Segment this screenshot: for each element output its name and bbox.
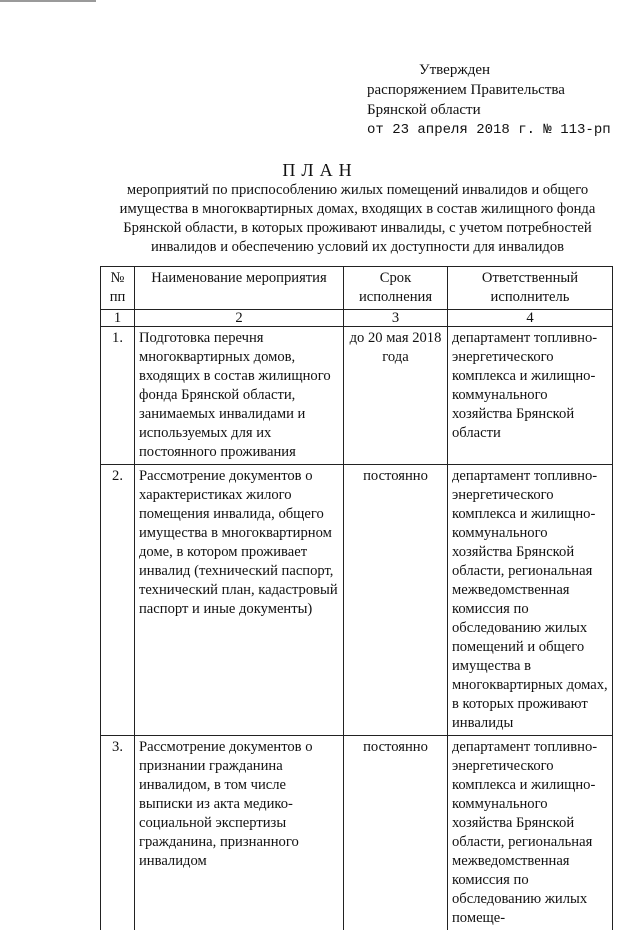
approval-line-1: Утвержден	[367, 60, 611, 80]
row-executor: департамент топливно-энергетического комплекса и жилищно-коммунального хозяйства Брянской области, региональная межведомственная комиссия по обследованию жилых помеще-	[448, 736, 613, 930]
table-row	[101, 327, 613, 465]
approval-line-4: от 23 апреля 2018 г. № 113-рп	[367, 120, 611, 140]
header-name: Наименование мероприятия	[135, 267, 344, 310]
table-header-row	[101, 267, 613, 310]
column-number-row	[101, 310, 613, 327]
header-number: № пп	[101, 267, 135, 310]
table-row	[101, 736, 613, 930]
document-subtitle: мероприятий по приспособлению жилых помещений инвалидов и общего имущества в многоквартирных домах, входящих в состав жилищного фонда Брянской области, в которых проживают инвалиды, с учетом потребностей инвалидов и обеспечению условий их доступности для инвалидов	[100, 181, 615, 257]
row-name: Подготовка перечня многоквартирных домов, входящих в состав жилищного фонда Брянской области, занимаемых инвалидами и используемых для их постоянного проживания	[135, 327, 344, 465]
row-number: 1.	[101, 327, 135, 465]
header-term: Срок исполнения	[344, 267, 448, 310]
row-number: 3.	[101, 736, 135, 930]
column-number: 4	[448, 310, 613, 327]
column-number: 1	[101, 310, 135, 327]
header-executor: Ответственный исполнитель	[448, 267, 613, 310]
row-name: Рассмотрение документов о характеристиках жилого помещения инвалида, общего имущества в многоквартирном доме, в котором проживает инвалид (технический паспорт, технический план, кадастровый паспорт и иные документы)	[135, 465, 344, 736]
row-term: постоянно	[344, 465, 448, 736]
top-edge-line	[0, 0, 96, 2]
column-number: 3	[344, 310, 448, 327]
approval-block	[367, 60, 611, 140]
approval-line-3: Брянской области	[367, 100, 611, 120]
table-row	[101, 465, 613, 736]
column-number: 2	[135, 310, 344, 327]
document-title: ПЛАН	[0, 160, 640, 181]
row-executor: департамент топливно-энергетического комплекса и жилищно-коммунального хозяйства Брянской области, региональная межведомственная комиссия по обследованию жилых помещений и общего имущества в многоквартирных домах, в которых проживают инвалиды	[448, 465, 613, 736]
row-term: постоянно	[344, 736, 448, 930]
approval-line-2: распоряжением Правительства	[367, 80, 611, 100]
row-name: Рассмотрение документов о признании гражданина инвалидом, в том числе выписки из акта медико-социальной экспертизы гражданина, признанного инвалидом	[135, 736, 344, 930]
plan-table	[100, 266, 613, 930]
row-term: до 20 мая 2018 года	[344, 327, 448, 465]
row-executor: департамент топливно-энергетического комплекса и жилищно-коммунального хозяйства Брянской области	[448, 327, 613, 465]
row-number: 2.	[101, 465, 135, 736]
